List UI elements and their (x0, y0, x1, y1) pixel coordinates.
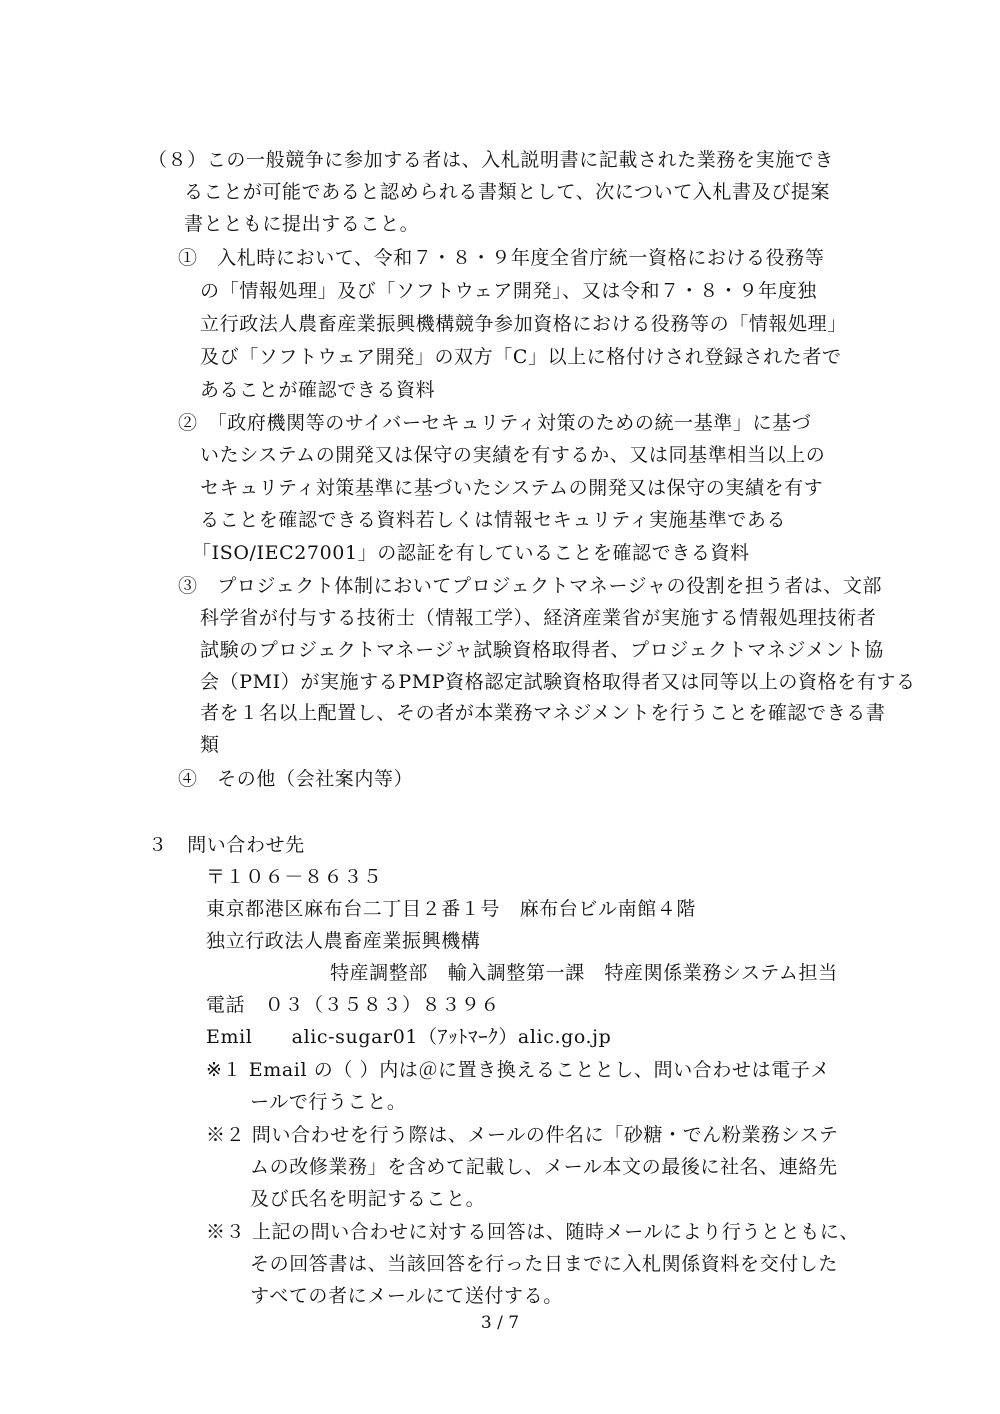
page-number: 3 / 7 (480, 1313, 520, 1333)
note-1-line-2: ールで行うこと。 (250, 1091, 407, 1113)
phone: 電話 ０３（３５８３）８３９６ (206, 994, 501, 1016)
item-4: ④ その他（会社案内等） (178, 768, 414, 790)
item-2-line-1: ② 「政府機関等のサイバーセキュリティ対策のための統一基準」に基づ (178, 412, 812, 434)
item-3-line-1: ③ プロジェクト体制においてプロジェクトマネージャの役割を担う者は、文部 (178, 575, 883, 597)
item-1-line-1: ① 入札時において、令和７・８・９年度全省庁統一資格における役務等 (178, 247, 825, 269)
item-3-line-6: 類 (200, 734, 220, 756)
section-8-line-3: 書とともに提出すること。 (184, 213, 420, 235)
postal-code: 〒１０６－８６３５ (206, 866, 383, 888)
note-3-line-3: すべての者にメールにて送付する。 (250, 1285, 563, 1307)
item-2-line-4: ることを確認できる資料若しくは情報セキュリティ実施基準である (200, 509, 787, 531)
section-8-line-2: ることが可能であると認められる書類として、次について入札書及び提案 (184, 181, 831, 203)
organization: 独立行政法人農畜産業振興機構 (206, 930, 481, 952)
note-3-line-1: ※３ 上記の問い合わせに対する回答は、随時メールにより行うとともに、 (206, 1221, 860, 1243)
item-3-line-5: 者を１名以上配置し、その者が本業務マネジメントを行うことを確認できる書 (200, 702, 886, 724)
section-8-line-1: （８）この一般競争に参加する者は、入札説明書に記載された業務を実施でき (148, 149, 835, 171)
item-1-line-3: 立行政法人農畜産業振興機構競争参加資格における役務等の「情報処理」 (200, 313, 847, 335)
note-2-line-2: ムの改修業務」を含めて記載し、メール本文の最後に社名、連絡先 (250, 1156, 838, 1178)
item-1-line-2: の「情報処理」及び「ソフトウェア開発」、又は令和７・８・９年度独 (200, 280, 817, 302)
address: 東京都港区麻布台二丁目２番１号 麻布台ビル南館４階 (206, 898, 697, 920)
department: 特産調整部 輸入調整第一課 特産関係業務システム担当 (330, 962, 838, 984)
item-2-line-3: セキュリティ対策基準に基づいたシステムの開発又は保守の実績を有す (200, 477, 824, 499)
item-2-line-5: 「ISO/IEC27001」の認証を有していることを確認できる資料 (192, 542, 750, 564)
note-2-line-1: ※２ 問い合わせを行う際は、メールの件名に「砂糖・でん粉業務システ (206, 1124, 839, 1146)
item-3-line-2: 科学省が付与する技術士（情報工学）、経済産業省が実施する情報処理技術者 (200, 607, 877, 629)
email: Emil alic-sugar01（ｱｯﾄﾏｰｸ）alic.go.jp (206, 1026, 612, 1048)
note-1-line-1: ※１ Email の（ ）内は＠に置き換えることとし、問い合わせは電子メ (206, 1059, 831, 1081)
note-2-line-3: 及び氏名を明記すること。 (250, 1188, 486, 1210)
item-2-line-2: いたシステムの開発又は保守の実績を有するか、又は同基準相当以上の (200, 444, 826, 466)
item-1-line-5: あることが確認できる資料 (200, 379, 436, 401)
item-3-line-4: 会（PMI）が実施するPMP資格認定試験資格取得者又は同等以上の資格を有する (200, 671, 916, 693)
item-1-line-4: 及び「ソフトウェア開発」の双方「C」以上に格付けされ登録された者で (200, 346, 842, 368)
note-3-line-2: その回答書は、当該回答を行った日までに入札関係資料を交付した (250, 1253, 839, 1275)
item-3-line-3: 試験のプロジェクトマネージャ試験資格取得者、プロジェクトマネジメント協 (200, 639, 884, 661)
section-3-heading: ３ 問い合わせ先 (148, 834, 305, 856)
